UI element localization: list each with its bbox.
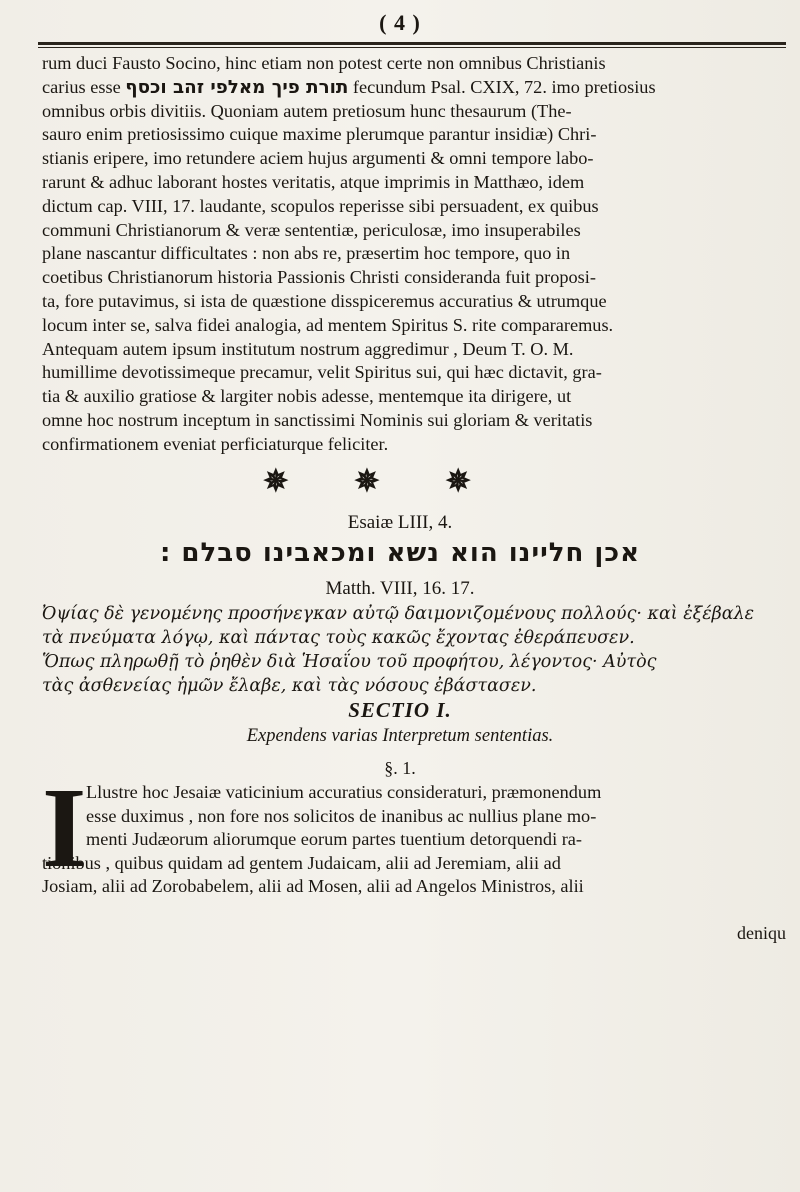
main-paragraph	[42, 52, 790, 457]
hebrew-verse: אכן חליינו הוא נשא ומכאבינו סבלם :	[159, 538, 640, 568]
greek-line: Ὅπως πληρωθῇ τὸ ῥηθὲν διὰ Ἡσαΐου τοῦ προφήτου, λέγοντος· Αὐτὸς	[42, 652, 657, 672]
text-line: omne hoc nostrum inceptum in sanctissimi Nominis sui gloriam & veritatis	[42, 409, 593, 430]
text-line: locum inter se, salva fidei analogia, ad mentem Spiritus S. rite compararemus.	[42, 314, 614, 335]
text-line: plane nascantur difficultates : non abs re, præsertim hoc tempore, quo in	[42, 243, 571, 264]
text-line: stianis eripere, imo retundere aciem hujus argumenti & omni tempore labo-	[42, 148, 594, 169]
section-paragraph	[42, 764, 787, 899]
text-line: tionibus , quibus quidam ad gentem Judaicam, alii ad Jeremiam, alii ad	[42, 852, 561, 873]
header-rule	[38, 42, 786, 45]
page-number: ( 4 )	[379, 10, 421, 35]
text-line: sauro enim pretiosissimo cuique maxime plerumque parantur insidiæ) Chri-	[42, 124, 597, 145]
text-line: confirmationem eveniat perficiaturque feliciter.	[42, 433, 389, 454]
greek-line: τὰ πνεύματα λόγῳ, καὶ πάντας τοὺς κακῶς ἔχοντας ἐθεράπευσεν.	[42, 628, 635, 648]
header-rule-thin	[38, 47, 786, 48]
scripture-reference-matth: Matth. VIII, 16. 17.	[325, 578, 475, 599]
text-line: coetibus Christianorum historia Passionis Christi consideranda fuit proposi-	[42, 267, 596, 288]
text-line: humillime devotissimeque precamur, velit Spiritus sui, qui hæc dictavit, gra-	[42, 362, 602, 383]
text-line: carius esse תורת פיך מאלפי זהב וכסף fecundum Psal. CXIX, 72. imo pretiosius	[42, 76, 656, 98]
text-line: dictum cap. VIII, 17. laudante, scopulos reperisse sibi persuadent, ex quibus	[42, 195, 599, 216]
greek-quotation	[42, 602, 790, 698]
scripture-reference-esaiae: Esaiæ LIII, 4.	[347, 512, 453, 533]
text-line: Josiam, alii ad Zorobabelem, alii ad Mosen, alii ad Angelos Ministros, alii	[42, 876, 584, 897]
text-line: communi Christianorum & veræ sententiæ, periculosæ, imo insuperabiles	[42, 219, 581, 240]
text-line: ta, fore putavimus, si ista de quæstione disspiceremus accuratius & utrumque	[42, 290, 607, 311]
text-line: menti Judæorum aliorumque eorum partes tuentium detorquendi ra-	[86, 829, 583, 850]
asterism-icon: ✵	[354, 465, 446, 498]
text-line: tia & auxilio gratiose & largiter nobis adesse, mentemque ita dirigere, ut	[42, 386, 572, 407]
text-line: rarunt & adhuc laborant hostes veritatis, atque imprimis in Matthæo, idem	[42, 171, 585, 192]
hebrew-inline: תורת פיך מאלפי זהב וכסף	[125, 76, 349, 98]
greek-line: τὰς ἀσθενείας ἡμῶν ἔλαβε, καὶ τὰς νόσους ἐβάστασεν.	[42, 676, 537, 696]
catchword: deniqu	[737, 923, 786, 943]
section-title: SECTIO I.	[348, 698, 452, 722]
greek-line: Ὀψίας δὲ γενομένης προσήνεγκαν αὐτῷ δαιμονιζομένους πολλούς· καὶ ἐξέβαλε	[42, 604, 755, 624]
text-line: omnibus orbis divitiis. Quoniam autem pretiosum hunc thesaurum (The-	[42, 100, 572, 121]
asterism-icon: ✵	[263, 465, 355, 498]
drop-cap: I	[42, 764, 87, 891]
text-line: Antequam autem ipsum institutum nostrum aggredimur , Deum T. O. M.	[42, 338, 574, 359]
ornament-row	[0, 464, 800, 499]
section-subtitle: Expendens varias Interpretum sententias.	[246, 726, 554, 746]
asterism-icon: ✵	[445, 465, 537, 498]
text-line: rum duci Fausto Socino, hinc etiam non potest certe non omnibus Christianis	[42, 53, 606, 73]
text-line: Llustre hoc Jesaiæ vaticinium accuratius consideraturi, præmonendum	[86, 782, 602, 802]
paragraph-mark: §. 1.	[384, 758, 416, 778]
text-line: esse duximus , non fore nos solicitos de inanibus ac nullius plane mo-	[86, 805, 597, 826]
